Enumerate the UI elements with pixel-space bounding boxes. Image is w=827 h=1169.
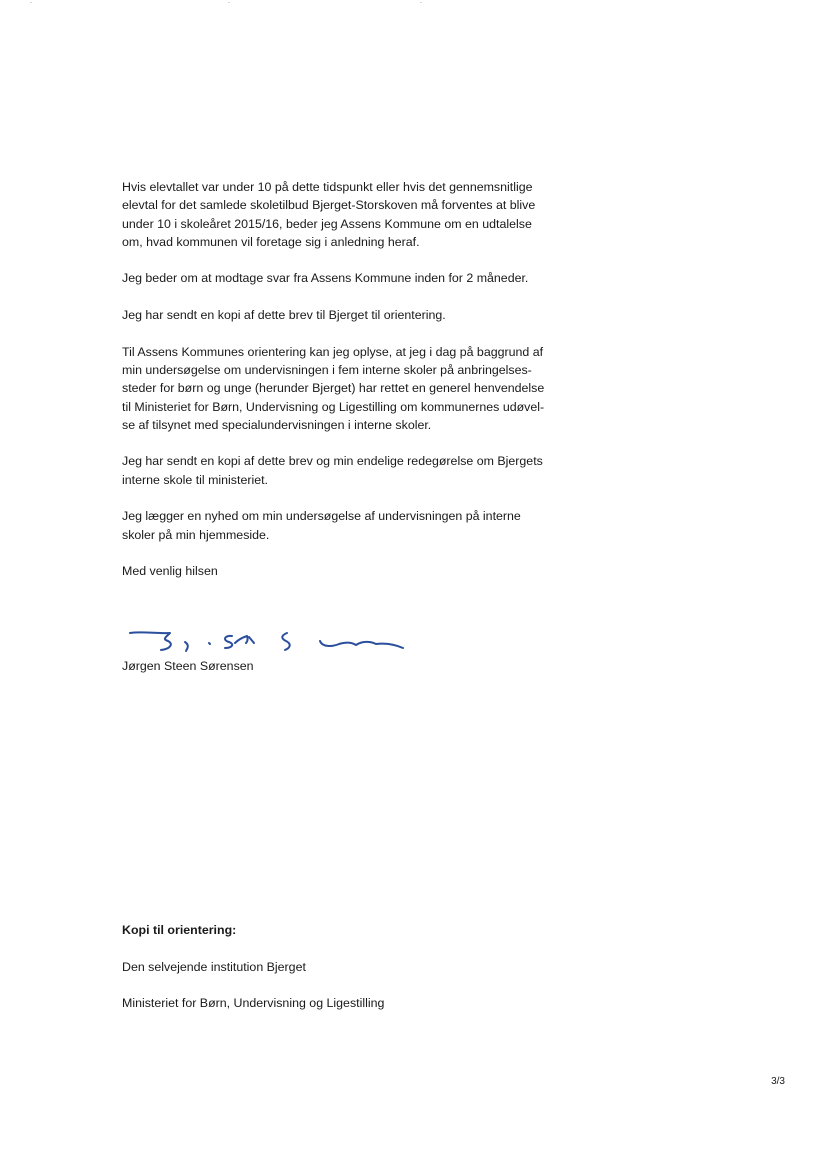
scan-dot — [420, 2, 422, 3]
letter-body — [122, 178, 592, 581]
signature-stroke — [130, 632, 171, 650]
letter-paragraph: Jeg beder om at modtage svar fra Assens Kommune inden for 2 måneder. — [122, 271, 529, 286]
scan-dot — [30, 2, 32, 3]
letter-paragraph: Jeg har sendt en kopi af dette brev til Bjerget til orientering. — [122, 308, 446, 323]
letter-paragraph: Hvis elevtallet var under 10 på dette tidspunkt eller hvis det gennemsnitlige elevtal for det samlede skoletilbud Bjerget-Storskoven må forventes at blive under 10 i skoleåret 2015/16, beder jeg Assens Kommune om en udtalelse om, hvad kommunen vil foretage sig i anledning heraf. — [122, 180, 536, 249]
signature-stroke — [225, 636, 254, 648]
signature-stroke — [209, 643, 210, 644]
handwritten-signature — [122, 622, 422, 662]
closing-salutation: Med venlig hilsen — [122, 564, 218, 579]
signer-name: Jørgen Steen Sørensen — [122, 659, 254, 673]
letter-paragraph: Jeg har sendt en kopi af dette brev og min endelige redegørelse om Bjergets interne skole til ministeriet. — [122, 454, 543, 487]
copies-section — [122, 921, 592, 1031]
signature-stroke — [282, 633, 289, 650]
letter-paragraph: Til Assens Kommunes orientering kan jeg oplyse, at jeg i dag på baggrund af min undersøgelse om undervisningen i fem interne skoler på anbringelses- steder for børn og unge (herunder Bjerget) har rettet en generel henvendelse til Ministeriet for Børn, Undervisning og Ligestilling om kommunernes udøvel- se af tilsynet med specialundervisningen i interne skoler. — [122, 344, 545, 432]
copy-recipient: Ministeriet for Børn, Undervisning og Ligestilling — [122, 996, 385, 1011]
page-number: 3/3 — [771, 1076, 785, 1087]
scan-dot — [228, 2, 230, 3]
signature-stroke — [320, 641, 403, 648]
letter-paragraph: Jeg lægger en nyhed om min undersøgelse af undervisningen på interne skoler på min hjemmeside. — [122, 509, 521, 542]
scan-edge-marks — [0, 0, 827, 8]
copies-heading: Kopi til orientering: — [122, 923, 237, 937]
copy-recipient: Den selvejende institution Bjerget — [122, 959, 306, 974]
signature-stroke — [185, 642, 188, 651]
